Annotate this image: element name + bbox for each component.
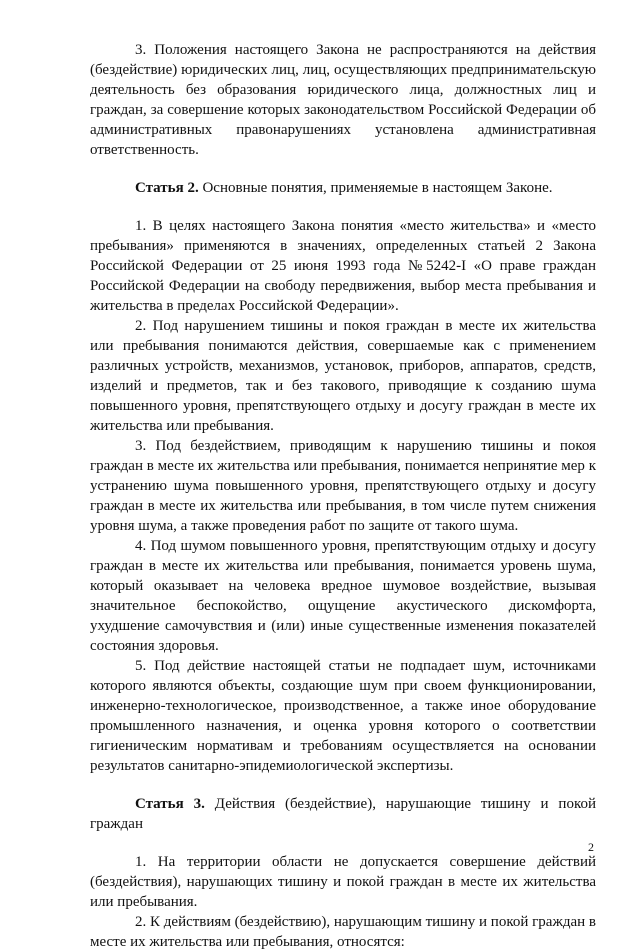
article-2-paragraph-1: 1. В целях настоящего Закона понятия «место жительства» и «место пребывания» применяются в значениях, определенных статьей 2 Закона Российской Федерации от 25 июня 1993 года №5242-I «О праве граждан Российской Федерации на свободу передвижения, выбор места пребывания и жительства в пределах Российской Федерации».	[90, 218, 596, 314]
article-2-paragraph-4: 4. Под шумом повышенного уровня, препятствующим отдыху и досугу граждан в месте их жительства или пребывания, понимается уровень шума, который оказывает на человека вредное шумовое воздействие, вызывая значительное беспокойство, ощущение акустического дискомфорта, ухудшение самочувствия и (или) иные существенные изменения показателей состояния здоровья.	[90, 538, 596, 654]
article-2-heading	[90, 178, 596, 198]
article-2-title: Основные понятия, применяемые в настоящем Законе.	[198, 180, 553, 196]
article-2-label: Статья 2.	[135, 180, 199, 196]
section-spacer	[90, 160, 596, 178]
article-3-title: Действия (бездействие), нарушающие тишину и покой граждан	[90, 796, 596, 832]
article-3-heading	[90, 794, 596, 834]
article-2-paragraph-2: 2. Под нарушением тишины и покоя граждан в месте их жительства или пребывания понимаются действия, совершаемые как с применением различных устройств, механизмов, установок, приборов, аппаратов, средств, изделий и предметов, так и без такового, приводящие к созданию шума повышенного уровня, препятствующего отдыху и досугу граждан в месте их жительства или пребывания.	[90, 318, 596, 434]
article-3-paragraph-1: 1. На территории области не допускается совершение действий (бездействия), нарушающих тишину и покой граждан в месте их жительства или пребывания.	[90, 854, 596, 910]
section-spacer	[90, 776, 596, 794]
page-number: 2	[588, 840, 594, 854]
document-page	[90, 40, 596, 952]
article-2-paragraph-3: 3. Под бездействием, приводящим к нарушению тишины и покоя граждан в месте их жительства или пребывания, понимается непринятие мер к устранению шума повышенного уровня, препятствующего отдыху и досугу граждан в месте их жительства или пребывания, в том числе путем снижения уровня шума, а также проведения работ по защите от такого шума.	[90, 438, 596, 534]
intro-paragraph-3: 3. Положения настоящего Закона не распространяются на действия (бездействие) юридических лиц, лиц, осуществляющих предпринимательскую деятельность без образования юридического лица, должностных лиц и граждан, за совершение которых законодательством Российской Федерации об административных правонарушениях установлена административная ответственность.	[90, 42, 596, 158]
article-3-label: Статья 3.	[135, 796, 205, 812]
article-2-paragraph-5: 5. Под действие настоящей статьи не подпадает шум, источниками которого являются объекты, создающие шум при своем функционировании, инженерно-технологическое, производственное, а также иное оборудование промышленного назначения, и оценка уровня которого о соответствии гигиеническим нормативам и требованиям осуществляется на основании результатов санитарно-эпидемиологической экспертизы.	[90, 658, 596, 774]
section-spacer	[90, 834, 596, 852]
section-spacer	[90, 198, 596, 216]
article-3-paragraph-2: 2. К действиям (бездействию), нарушающим тишину и покой граждан в месте их жительства или пребывания, относятся:	[90, 914, 596, 950]
